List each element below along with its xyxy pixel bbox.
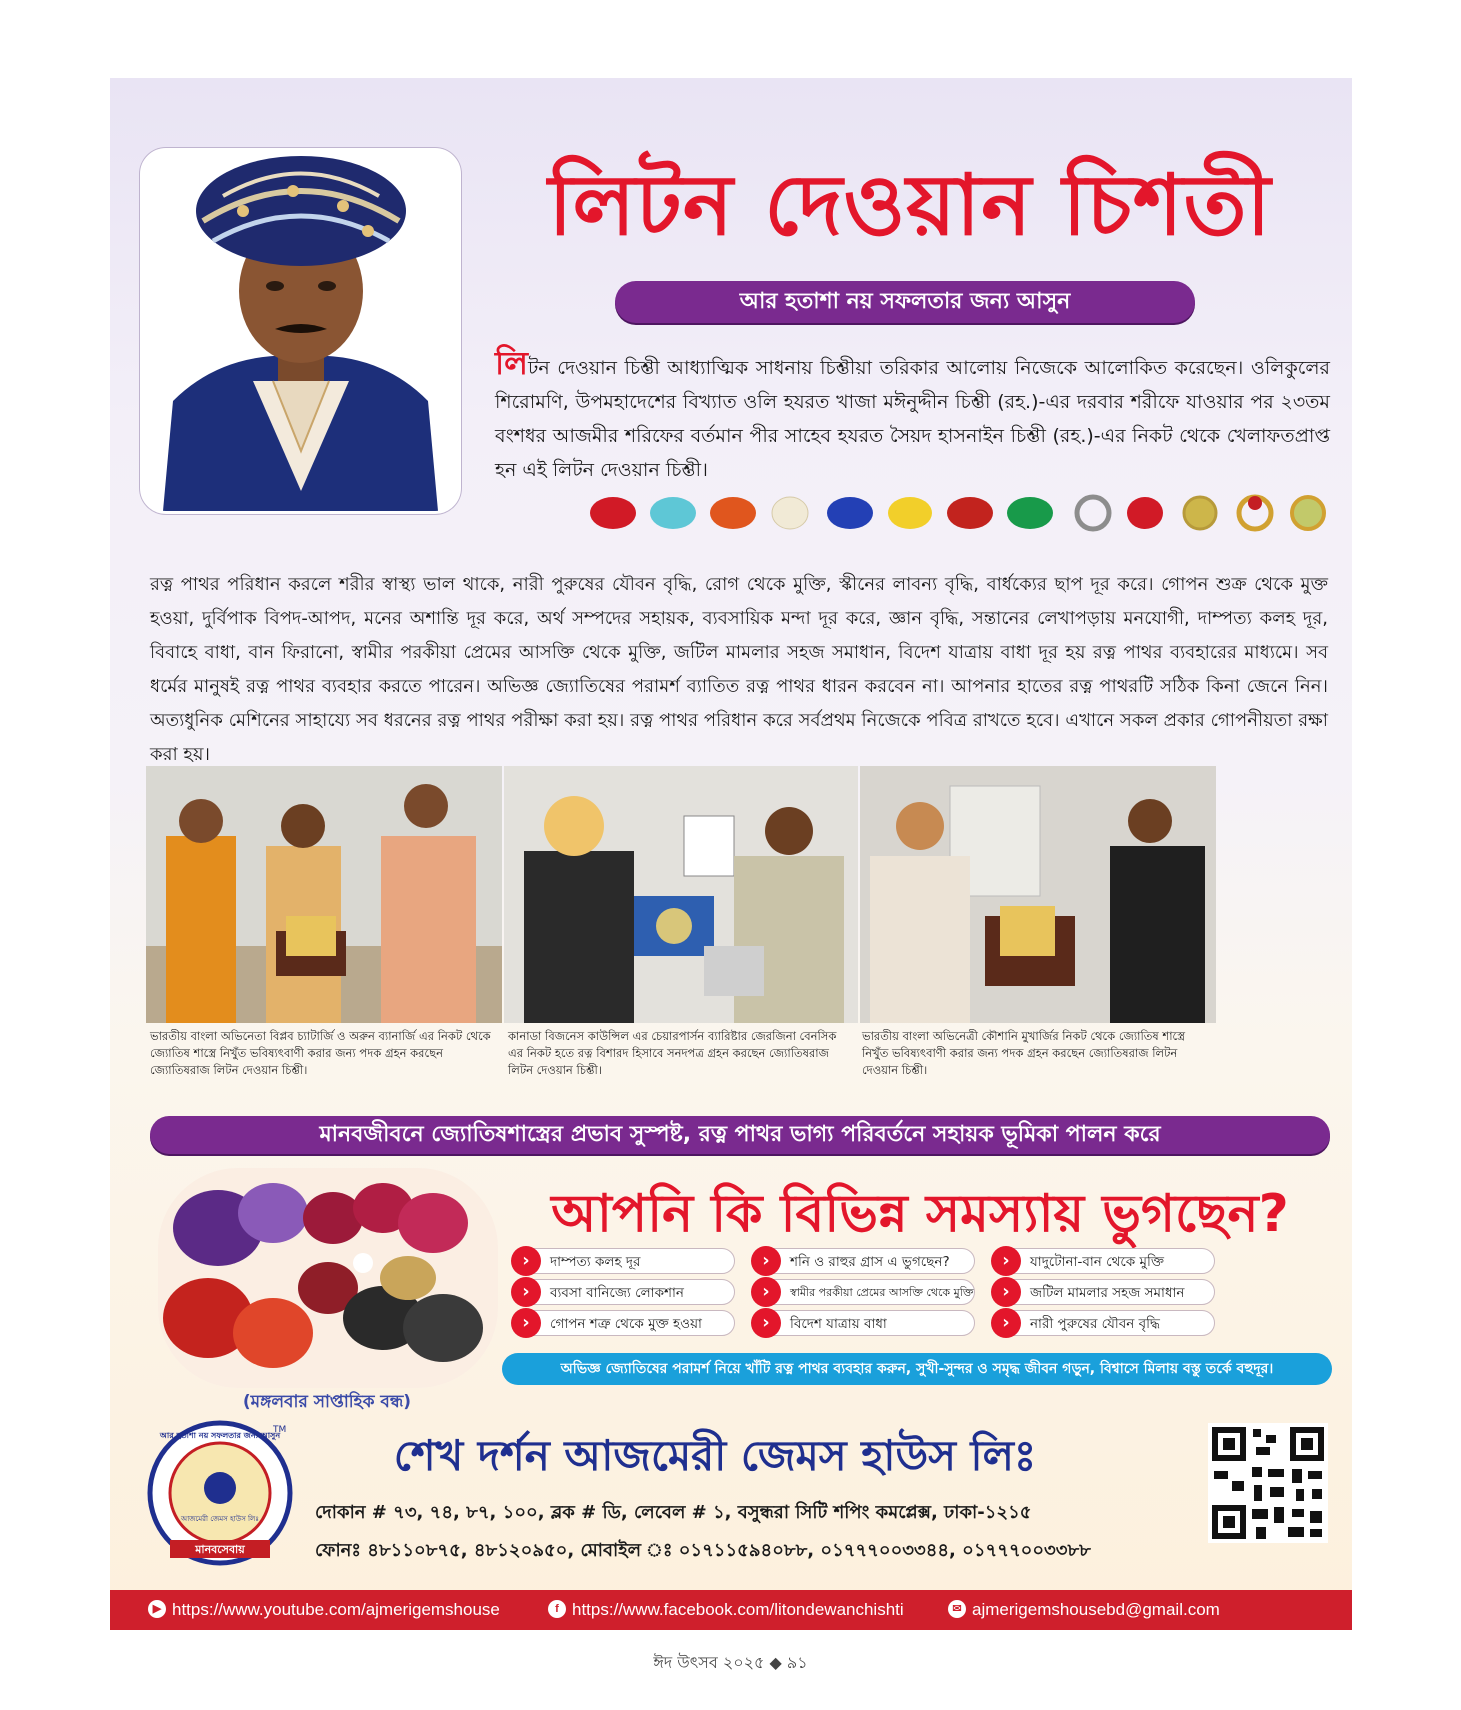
gem-coral [710, 497, 756, 529]
chevron-right-icon: › [751, 1308, 781, 1338]
problem-item: › যাদুটোনা-বান থেকে মুক্তি [993, 1248, 1215, 1274]
intro-text: টন দেওয়ান চিশ্তী আধ্যাত্মিক সাধনায় চিশ্তীয়া তরিকার আলোয় নিজেকে আলোকিত করেছেন। ওলিকুলের শিরোমণি, উপমহাদেশের বিখ্যাত ওলি হযরত খাজা মঈনুদ্দীন চিশ্তী (রহ.)-এর দরবার শরীফে যাওয়ার পর ২৩তম বংশধর আজমীর শরিফের বর্তমান পীর সাহেব হযরত সৈয়দ হাসনাইন চিশ্তী (রহ.)-এর নিকট থেকে খেলাফতপ্রাপ্ত হন এই লিটন দেওয়ান চিশ্তী। [495, 357, 1330, 481]
chevron-right-icon: › [511, 1246, 541, 1276]
problem-item: › স্বামীর পরকীয়া প্রেমের আসক্তি থেকে মুক্তি [753, 1279, 975, 1305]
advice-banner: অভিজ্ঞ জ্যোতিষের পরামর্শ নিয়ে খাঁটি রত্ন পাথর ব্যবহার করুন, সুখী-সুন্দর ও সমৃদ্ধ জীবন গড়ুন, বিশ্বাসে মিলায় বস্তু তর্কে বহুদূর। [502, 1353, 1332, 1385]
logo-tm: TM [273, 1425, 287, 1435]
problems-heading: আপনি কি বিভিন্ন সমস্যায় ভুগছেন? [551, 1184, 1289, 1244]
astrology-banner: মানবজীবনে জ্যোতিষশাস্ত্রের প্রভাব সুস্পষ্ট, রত্ন পাথর ভাগ্য পরিবর্তনে সহায়ক ভূমিকা পালন করে [150, 1116, 1330, 1154]
problem-item: › বিদেশ যাত্রায় বাধা [753, 1310, 975, 1336]
gemstone-pile-image [158, 1168, 498, 1388]
gem-red-ring [1127, 497, 1163, 529]
portrait-photo [140, 148, 461, 514]
photo-award-3 [860, 766, 1216, 1023]
problem-item: › ব্যবসা বানিজ্যে লোকশান [513, 1279, 735, 1305]
ring-cats-eye [1184, 497, 1216, 529]
problem-item: › নারী পুরুষের যৌবন বৃদ্ধি [993, 1310, 1215, 1336]
chevron-right-icon: › [991, 1308, 1021, 1338]
email-icon: ✉ [948, 1600, 966, 1618]
company-logo [145, 1418, 295, 1568]
portrait-illustration [143, 151, 458, 511]
facebook-icon: f [548, 1600, 566, 1618]
company-phone: ফোনঃ ৪৮১১০৮৭৫, ৪৮১২০৯৫০, মোবাইল ঃ ০১৭১১৫৯৪০৮৮, ০১৭৭৭০০৩৩৪৪, ০১৭৭৭০০৩৩৮৮ [315, 1540, 1091, 1561]
problem-item: › গোপন শত্রু থেকে মুক্ত হওয়া [513, 1310, 735, 1336]
email-link[interactable]: ✉ ajmerigemshousebd@gmail.com [948, 1590, 1220, 1630]
photo-strip [146, 766, 1328, 1023]
chevron-right-icon: › [991, 1246, 1021, 1276]
problem-item: › জটিল মামলার সহজ সমাধান [993, 1279, 1215, 1305]
company-name: শেখ দর্শন আজমেরী জেমস হাউস লিঃ [393, 1431, 1037, 1480]
contact-footer [110, 1590, 1352, 1630]
gem-garnet [947, 497, 993, 529]
facebook-link[interactable]: f https://www.facebook.com/litondewanchishti [548, 1590, 904, 1630]
ring-silver [1077, 497, 1109, 529]
photo-award-1 [146, 766, 502, 1023]
logo-inner-text: আজমেরী জেমস হাউস লিঃ [180, 1515, 260, 1523]
chevron-right-icon: › [991, 1277, 1021, 1307]
gem-ruby [590, 497, 636, 529]
advertisement-page [110, 78, 1352, 1630]
logo-bottom-text: মানবসেবায় [195, 1543, 245, 1556]
gem-turquoise [650, 497, 696, 529]
gemstones-row [588, 491, 1328, 535]
chevron-right-icon: › [751, 1246, 781, 1276]
logo-ring-text: আর হতাশা নয় সফলতার জন্য আসুন [159, 1431, 281, 1440]
photo-award-2 [504, 766, 858, 1023]
company-address: দোকান # ৭৩, ৭৪, ৮৭, ১০০, ব্লক # ডি, লেবেল # ১, বসুন্ধরা সিটি শপিং কমপ্লেক্স, ঢাকা-১২১৫ [315, 1502, 1032, 1523]
intro-drop-cap: লি [495, 344, 528, 382]
gem-pearl [772, 497, 808, 529]
ring-gold-green [1292, 497, 1324, 529]
photo-caption-1: ভারতীয় বাংলা অভিনেতা বিপ্লব চ্যাটার্জি ও অরুন ব্যানার্জি এর নিকট থেকে জ্যোতিষ শাস্ত্রে নিখুঁত ভবিষ্যৎবাণী করার জন্য পদক গ্রহন করছেন জ্যোতিষরাজ লিটন দেওয়ান চিশ্তী। [150, 1029, 491, 1077]
qr-code[interactable] [1208, 1423, 1328, 1543]
chevron-right-icon: › [511, 1308, 541, 1338]
main-title: লিটন দেওয়ান চিশতী [548, 156, 1272, 254]
gem-emerald [1007, 497, 1053, 529]
chevron-right-icon: › [511, 1277, 541, 1307]
gem-sapphire [827, 497, 873, 529]
tagline-banner: আর হতাশা নয় সফলতার জন্য আসুন [615, 281, 1195, 323]
chevron-right-icon: › [751, 1277, 781, 1307]
page-number: ঈদ উৎসব ২০২৫ ◆ ৯১ [653, 1653, 808, 1672]
intro-paragraph [495, 346, 1330, 487]
youtube-icon: ▶ [148, 1600, 166, 1618]
problem-item: › দাম্পত্য কলহ দূর [513, 1248, 735, 1274]
photo-caption-3: ভারতীয় বাংলা অভিনেত্রী কৌশানি মুখার্জির নিকট থেকে জ্যোতিষ শাস্ত্রে নিখুঁত ভবিষ্যৎবাণী করার জন্য পদক গ্রহন করছেন জ্যোতিষরাজ লিটন দেওয়ান চিশ্তী। [862, 1029, 1186, 1077]
photo-caption-2: কানাডা বিজনেস কাউন্সিল এর চেয়ারপার্সন ব্যারিষ্টার জেরজিনা বেনসিক এর নিকট হতে রত্ন বিশারদ হিসাবে সনদপত্র গ্রহন করছেন জ্যোতিষরাজ লিটন দেওয়ান চিশ্তী। [508, 1029, 837, 1077]
problem-item: › শনি ও রাহুর গ্রাস এ ভুগছেন? [753, 1248, 975, 1274]
gem-yellow-sapphire [888, 497, 932, 529]
weekly-closed-note: (মঙ্গলবার সাপ্তাহিক বন্ধ) [242, 1392, 412, 1412]
youtube-link[interactable]: ▶ https://www.youtube.com/ajmerigemshouse [148, 1590, 500, 1630]
body-paragraph: রত্ন পাথর পরিধান করলে শরীর স্বাস্থ্য ভাল থাকে, নারী পুরুষের যৌবন বৃদ্ধি, রোগ থেকে মুক্তি, স্কীনের লাবন্য বৃদ্ধি, বার্ধক্যের ছাপ দূর করে। গোপন শুক্র থেকে মুক্ত হওয়া, দুর্বিপাক বিপদ-আপদ, মনের অশান্তি দূর করে, অর্থ সম্পদের সহায়ক, ব্যবসায়িক মন্দা দূর করে, জ্ঞান বৃদ্ধি, সন্তানের লেখাপড়ায় মনযোগী, দাম্পত্য কলহ দূর, বিবাহে বাধা, বান ফিরানো, স্বামীর পরকীয়া প্রেমের আসক্তি থেকে মুক্তি, জটিল মামলার সহজ সমাধান, বিদেশ যাত্রায় বাধা দূর হয় রত্ন পাথর ব্যবহারের মাধ্যমে। সব ধর্মের মানুষই রত্ন পাথর ব্যবহার করতে পারেন। অভিজ্ঞ জ্যোতিষের পরামর্শ ব্যাতিত রত্ন পাথর ধারন করবেন না। আপনার হাতের রত্ন পাথরটি সঠিক কিনা জেনে নিন। অত্যধুনিক মেশিনের সাহায্যে সব ধরনের রত্ন পাথর পরীক্ষা করা হয়। রত্ন পাথর পরিধান করে সর্বপ্রথম নিজেকে পবিত্র রাখতে হবে। এখানে সকল প্রকার গোপনীয়তা রক্ষা করা হয়। [150, 574, 1328, 765]
